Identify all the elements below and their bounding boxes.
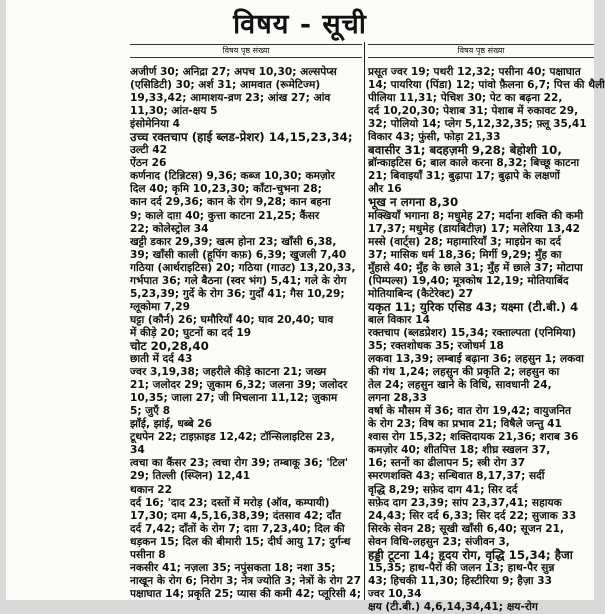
index-line: ऐंठन 26 [130,157,167,170]
index-line: छाती में दर्द 43 [130,353,193,366]
index-line: झाँई, झांई, धब्बे 26 [130,418,213,431]
index-line: 5; जुएँ 8 [130,405,171,418]
index-line: के रोग 23; विष का प्रभाव 21; विषैले जन्तु 41 [368,418,562,431]
index-line: 34 [130,444,145,457]
index-line: 37; मासिक धर्म 18,36; मिर्गी 9,29; मुँह का [368,248,562,261]
index-line: वर्षा के मौसम में 36; वात रोग 19,42; वायुजनित [368,405,572,418]
index-line: विकार 43; फुंसी, फोड़ा 21,33 [368,131,501,144]
index-line: कान दर्द 29,36; कान के रोग 9,28; कान बहना [130,196,331,209]
index-line: पीलिया 11,31; पेचिश 30; पेट का बढ़ना 22, [368,92,563,105]
right-column [368,44,605,613]
index-line: ज्वर 10,34 [368,587,422,600]
index-line: (पिम्पल्स) 19,40; मूत्रकोष 12,19; मोतियाबिंद [368,274,569,287]
index-line: 24,43; सिर दर्द 6,33; सिर दर्द 22; सुजाक 33 [368,509,577,522]
index-line: नकसीर 41; नज़ला 35; नपुंसकता 18; नशा 35; [130,561,336,574]
index-line: खट्टी डकार 29,39; खत्म होना 23; खाँसी 6,38, [130,235,337,248]
index-line: उच्च रक्तचाप (हाई ब्लड-प्रेशर) 14,15,23,34; [130,130,353,145]
index-line: टूथपेन 22; टाइफ़ाइड 12,42; टॉन्सिलाइटिस 23, [130,431,335,444]
index-line: स्मरणशक्ति 43; सन्धिवात 8,17,37; सर्दी [368,470,545,483]
index-line: 16; स्तनों का ढीलापन 5; स्त्री रोग 37 [368,457,526,470]
index-line: दिल 40; कृमि 10,23,30; काँटा-चुभना 28; [130,183,322,196]
index-line: सिरके सेवन 28; सूखी खाँसी 6,40; सूजन 21, [368,522,565,535]
index-line: 21; बिवाइयाँ 31; बुढ़ापा 17; बुढ़ापे के लक्षणों [368,170,560,183]
index-line: दर्द 10,20,30; पेशाब 31; पेशाब में रुकावट 29, [368,105,579,118]
index-line: 21; जलोदर 29; ज़ुकाम 6,32; जलना 39; जलोदर [130,379,348,392]
index-line: 29; तिल्ली (स्प्लिन) 12,41 [130,470,251,483]
index-line: रक्तचाप (ब्लडप्रेशर) 15,34; रक्ताल्पता (एनिमिया) [368,326,577,339]
index-line: कर्णनाद (टिन्निटस) 9,36; कब्ज 10,30; कमज़ोर [130,170,335,183]
index-line: दर्द 7,42; दाँतों के रोग 7; दाग़ 7,23,40; दिल की [130,522,345,535]
index-line: 39; खाँसी काली (हूपिंग कफ़) 6,39; खुजली 7,40 [130,248,347,261]
index-line: 22; कोलेस्ट्रोल 34 [130,222,209,235]
index-line: 43; हिचकी 11,30; हिस्टीरिया 9; हैज़ा 33 [368,574,552,587]
index-line: मोतियाबिन्द (कैटेरेक्ट) 27 [368,287,474,300]
index-line: प्रसूत ज्वर 19; पथरी 12,32; पसीना 40; पक्षाघात [368,66,581,78]
index-line: भूख न लगना 8,30 [368,195,459,210]
index-line: घट्टा (कौर्न) 26; घमौरियाँ 40; घाव 20,40; घाव [130,313,334,326]
index-line: में कीड़े 20; घुटनों का दर्द 19 [130,326,252,339]
index-line: हड्डी टूटना 14; हृदय रोग, वृद्धि 15,34; हैजा [368,547,573,562]
index-line: उल्टी 42 [130,144,167,157]
index-line: नाखून के रोग 6; निरोग 3; नेत्र ज्योति 3; नेत्रों के रोग 27 [130,574,361,587]
index-line: सफ़ेद दाग 23,39; सांप 23,37,41; सहायक [368,496,562,509]
left-column-header: विषय पृष्ठ संख्या [130,44,362,58]
right-column-header: विषय पृष्ठ संख्या [368,44,594,58]
index-line: 10,35; जाला 27; जी मिचलाना 11,12; ज़ुकाम [130,392,338,405]
index-line: इंसोमेनिया 4 [130,118,181,131]
index-line: धड़कन 15; दिल की बीमारी 15; दीर्घ आयु 17; दुर्गन्ध [130,535,351,548]
index-line: गर्भपात 36; गले बैठना (स्वर भंग) 5,41; गले के रोग [130,274,347,287]
index-line: ग्लूकोमा 7,29 [130,300,190,313]
index-line: वृद्धि 8,29; सफ़ेद दाग 41; सिर दर्द [368,483,518,496]
index-line: पक्षाघात 14; प्रकृति 25; प्यास की कमी 42; प्लूरिसी 4; [130,587,362,600]
index-line: 9; काले दाग़ 40; कुत्ता काटना 21,25; कैंसर [130,209,320,222]
index-line: कमज़ोर 40; शीतपित्त 18; शीघ्र स्खलन 37, [368,444,551,457]
index-line: अजीर्ण 30; अनिद्रा 27; अपच 10,30; अल्सपेप्स [130,66,337,78]
index-line: थकान 22 [130,483,172,496]
index-line: क्षय (टी.बी.) 4,6,14,34,41; क्षय-रोग [368,600,538,613]
left-column [130,44,362,600]
page-title: विषय - सूची [233,9,367,40]
index-line: बवासीर 31; बदहज़मी 9,28; बेहोशी 10, [368,143,562,158]
index-line: 11,30; आंत-क्षय 5 [130,105,218,118]
index-line: 32; पोलियो 14; प्लेग 5,12,32,35; फ़्लू 35,41 [368,118,587,131]
index-line: बाल विकार 14 [368,313,430,326]
index-line: मस्से (वार्ट्स) 28; महामारियाँ 3; माइग्रेन का दर्द [368,235,561,248]
index-line: यकृत 11; युरिक एसिड 43; यक्ष्मा (टी.बी.) 4 [368,299,579,314]
index-line: ज्वर 3,19,38; जहरीले कीड़े काटना 21; जख्म [130,366,327,379]
index-line: तेल 24; लहसुन खाने के विधि, सावधानी 24, [368,379,552,392]
index-line: 5,23,39; गुर्दे के रोग 36; गुर्दों 41; गैस 10,29; [130,287,345,300]
index-line: 17,37; मधुमेह (डायबिटीज़) 17; मलेरिया 13,42 [368,222,580,235]
index-line: श्वास रोग 15,32; शक्तिदायक 21,36; शराब 36 [368,431,579,444]
index-line: सेवन विधि-लहसुन 23; संजीवन 3, [368,535,510,548]
index-line: और 16 [368,183,402,196]
index-line: ब्रॉन्काइटिस 6; बाल काले करना 8,32; बिच्छू काटना [368,157,580,170]
index-line: मक्खियाँ भगाना 8; मधुमेह 27; मर्दाना शक्ति की कमी [368,209,584,222]
index-line: गठिया (आर्थराइटिस) 20; गठिया (गाउट) 13,20,33, [130,261,356,274]
index-line: लगना 28,33 [368,392,427,405]
index-line: 17,30; दमा 4,5,16,38,39; दंतसाव 42; दाँत [130,509,342,522]
index-line: पसीना 8 [130,548,166,561]
index-line: लकवा 13,39; लम्बाई बढ़ाना 36; लहसुन 1; लकवा [368,353,584,366]
right-index-lines [368,66,605,614]
index-line: 15,35; हाथ-पैरों की जलन 13; हाथ-पैर सुन्न [368,561,555,574]
index-line: 19,33,42; आमाशय-व्रण 23; आंख 27; आंव [130,92,331,105]
index-line: की गंध 1,24; लहसुन की प्रकृति 2; लहसुन का [368,366,560,379]
index-line: 35; रक्तशोधक 35; रजोधर्म 18 [368,339,504,352]
index-line: मुँहासे 40; मुँह के छाले 31; मुँह में छाले 37; मोटापा [368,261,583,274]
index-line: त्वचा का कैंसर 23; त्वचा रोग 39; तम्बाकू 36; 'टिल' [130,457,349,470]
index-line: (एसिडिटी) 30; अर्श 31; आमवात (रूमेटिज्म) [130,79,321,92]
index-line: दर्द 16; 'दाद 23; दस्तों में मरोड़ (ऑव, कम्पायी) [130,496,330,509]
left-index-lines [130,66,362,601]
book-page [6,0,605,613]
index-line: 14; पायरिया (पिंडा) 12; पांवो फ़ैलना 6,7; पित्त की थैली [368,79,605,92]
column-divider [364,42,365,600]
index-line: चोट 20,28,40 [130,338,209,353]
